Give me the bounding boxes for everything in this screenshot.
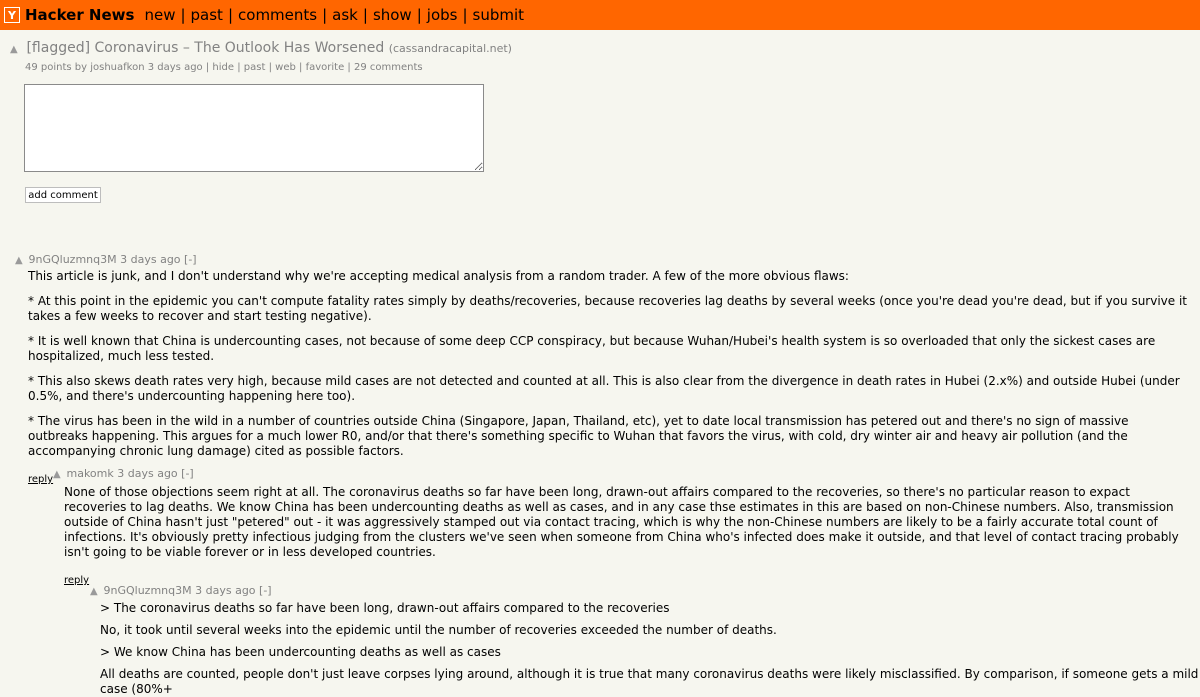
story-subtext: 49 points by joshuafkon 3 days ago | hide | past | web | favorite | 29 comments [25,62,423,73]
hn-logo-icon[interactable]: Y [4,7,20,23]
comment-2 [48,467,1188,587]
comments-link[interactable]: 29 comments [353,62,423,73]
comment-user[interactable]: 9nGQluzmnq3M [103,584,192,597]
nav-submit[interactable]: submit [472,6,525,24]
comment-body [28,269,1188,486]
comment-paragraph: > We know China has been undercounting deaths as well as cases [100,645,501,659]
web-link[interactable]: web [275,62,296,73]
comment-paragraph: All deaths are counted, people don't just leave corpses lying around, although it is true that many coronavirus deaths were likely misclassified. By comparison, if someone gets a mild case (80%+ [100,667,1199,696]
comment-header [90,584,1200,597]
comment-body [100,601,1200,697]
past-link[interactable]: past [243,62,266,73]
comment-paragraph: No, it took until several weeks into the epidemic until the number of recoveries exceeded the number of deaths. [100,623,777,637]
nav-comments[interactable]: comments [238,6,318,24]
story-meta: 49 points by joshuafkon 3 days ago [25,62,203,73]
top-bar [0,0,1200,30]
comment-paragraph: This article is junk, and I don't understand why we're accepting medical analysis from a random trader. A few of the more obvious flaws: [28,269,849,283]
upvote-arrow-icon[interactable]: ▲ [10,44,18,55]
hide-link[interactable]: hide [212,62,235,73]
collapse-toggle[interactable]: [-] [181,467,194,480]
nav-new[interactable]: new [144,6,176,24]
story-row [10,40,1190,73]
comment-paragraph: None of those objections seem right at all. The coronavirus deaths so far have been long, drawn-out affairs compared to the recoveries, so there's no particular reason to expact recoveries to lag deaths. We know China has been undercounting deaths as well as cases, and in any case thse estimates in this are based on non-Chinese numbers. Also, transmission outside of China hasn't just "petered" out - it was aggressively stamped out via contact tracing, which is why the non-Chinese numbers are likely to be a fairly accurate total count of infections. It's obviously pretty infectious judging from the clusters we've seen when someone from China who's infected does make it outside, and that level of contact tracing probably isn't going to be viable forever or in less developed countries. [64,485,1179,559]
comment-body [64,485,1188,587]
comment-header [53,467,1188,480]
comment-paragraph: * This also skews death rates very high, because mild cases are not detected and counted at all. This is also clear from the divergence in death rates in Hubei (2.x%) and outside Hubei (under 0.5%, and there's undercounting happening here too). [28,374,1180,403]
upvote-arrow-icon[interactable]: ▲ [53,469,61,480]
comment-3 [87,584,1200,697]
site-title[interactable]: Hacker News [25,6,135,24]
collapse-toggle[interactable]: [-] [259,584,272,597]
nav-jobs[interactable]: jobs [426,6,458,24]
comment-1 [8,253,1188,486]
nav-past[interactable]: past [190,6,223,24]
comment-user[interactable]: 9nGQluzmnq3M [28,253,117,266]
nav-show[interactable]: show [372,6,412,24]
add-comment-button[interactable]: add comment [25,187,101,203]
story-title[interactable]: [flagged] Coronavirus – The Outlook Has Worsened [26,40,385,56]
comment-header [15,253,1188,266]
comment-paragraph: * The virus has been in the wild in a number of countries outside China (Singapore, Japan, Thailand, etc), yet to date local transmission has petered out and there's no sign of massive outbreaks happening. This argues for a much lower R0, and/or that there's something specific to Wuhan that favors the virus, with cold, dry winter air and heavy air pollution (and the accompanying chronic lung damage) cited as possible factors. [28,414,1129,458]
upvote-arrow-icon[interactable]: ▲ [15,255,23,266]
comment-age[interactable]: 3 days ago [195,584,256,597]
comment-textarea[interactable] [24,84,484,172]
comment-user[interactable]: makomk [66,467,114,480]
reply-link[interactable]: reply [64,575,90,586]
comment-age[interactable]: 3 days ago [117,467,178,480]
comment-paragraph: * At this point in the epidemic you can't compute fatality rates simply by deaths/recoveries, because recoveries lag deaths by several weeks (once you're dead you're dead, but if you survive it takes a few weeks to recover and start testing negative). [28,294,1188,323]
comment-age[interactable]: 3 days ago [120,253,181,266]
collapse-toggle[interactable]: [-] [184,253,197,266]
top-nav: new | past | comments | ask | show | jobs | submit [144,6,525,24]
reply-link[interactable]: reply [28,474,54,485]
comment-paragraph: > The coronavirus deaths so far have been long, drawn-out affairs compared to the recoveries [100,601,670,615]
nav-ask[interactable]: ask [332,6,358,24]
comment-paragraph: * It is well known that China is undercounting cases, not because of some deep CCP conspiracy, but because Wuhan/Hubei's health system is so overloaded that only the sickest cases are hospitalized, much less tested. [28,334,1156,363]
favorite-link[interactable]: favorite [305,62,345,73]
story-site[interactable]: (cassandracapital.net) [388,42,512,55]
upvote-arrow-icon[interactable]: ▲ [90,586,98,597]
